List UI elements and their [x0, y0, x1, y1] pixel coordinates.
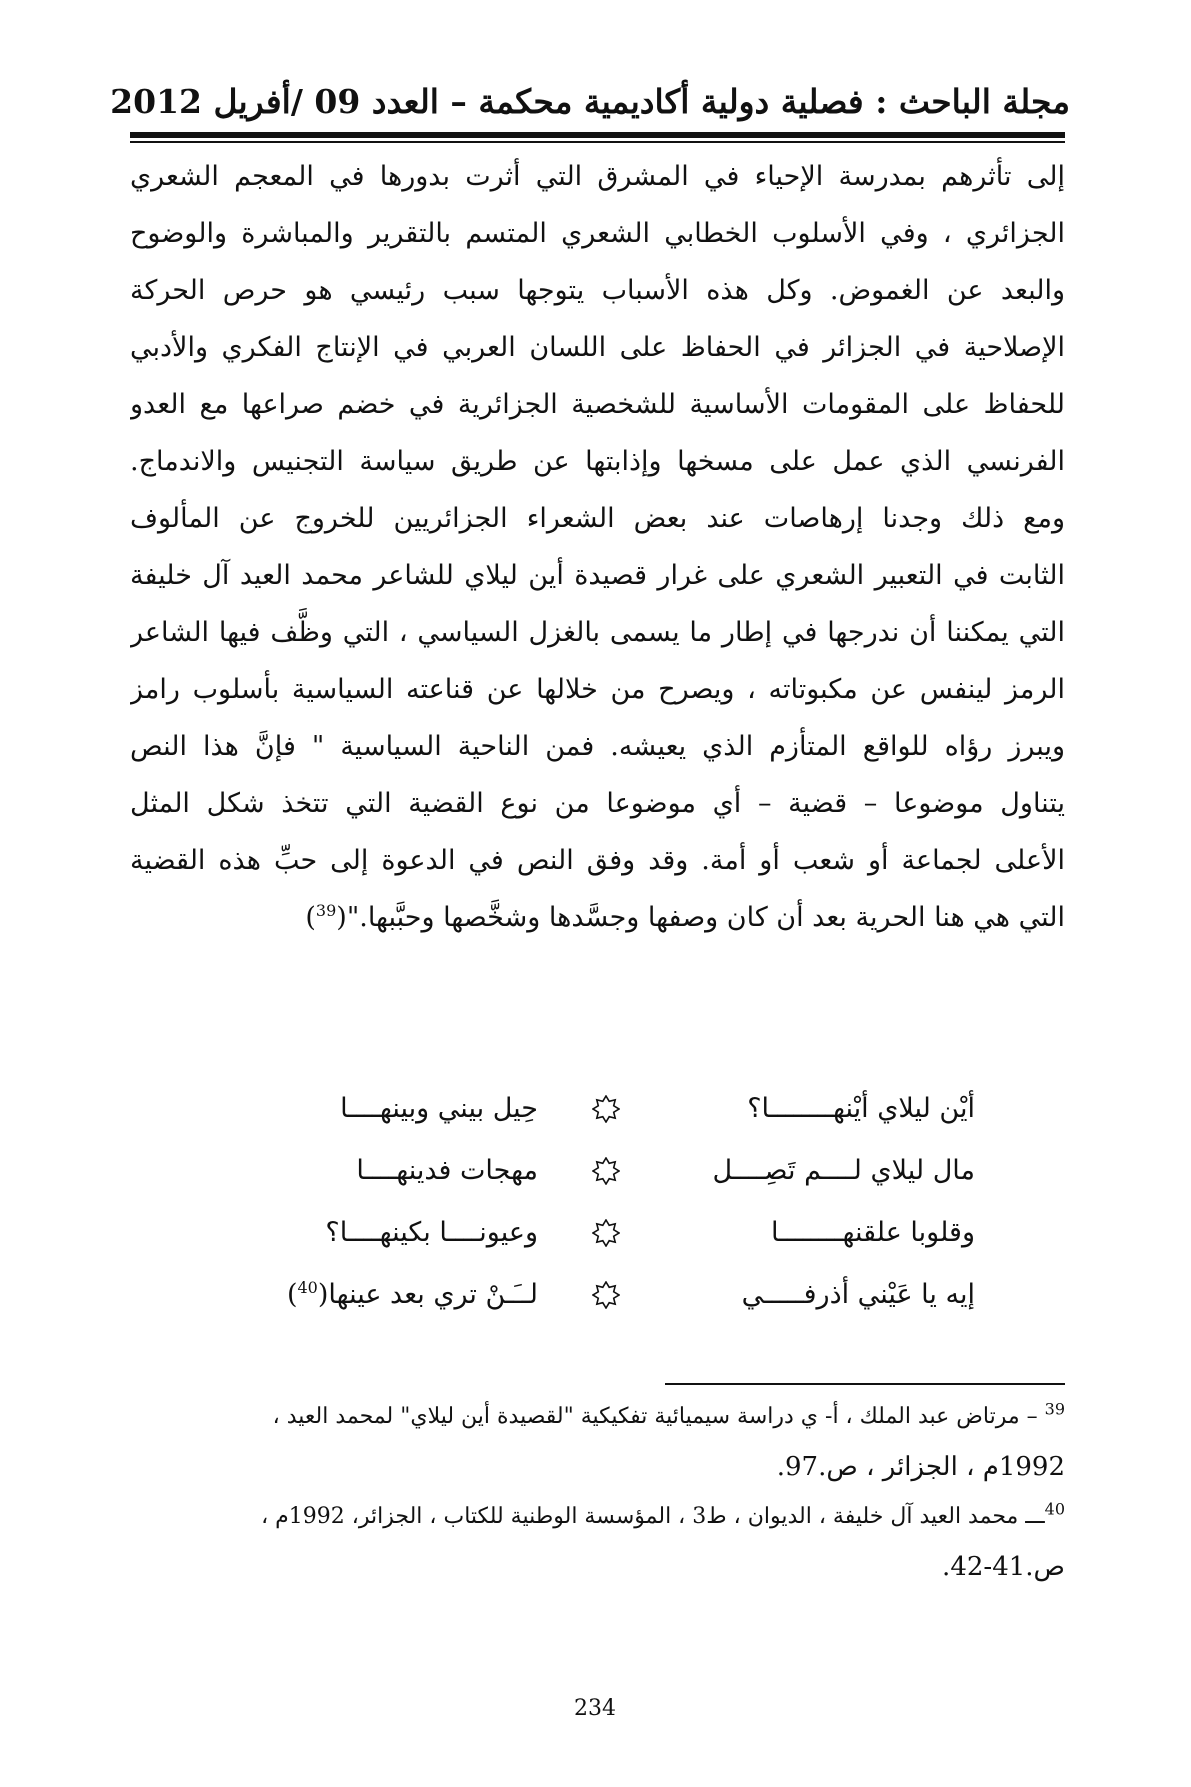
- body-text: [130, 148, 1065, 946]
- poem-verse: [130, 1202, 1065, 1264]
- body-line: الثابت في التعبير الشعري على غرار قصيدة أين ليلاي للشاعر محمد العيد آل خليفة: [130, 560, 1065, 591]
- star-separator-icon: [592, 1157, 620, 1185]
- body-line: الفرنسي الذي عمل على مسخها وإذابتها عن طريق سياسة التجنيس والاندماج.: [130, 446, 1065, 477]
- poem-hemistich-left: مهجات فدينهــــا: [356, 1155, 538, 1186]
- body-line: ويبرز رؤاه للواقع المتأزم الذي يعيشه. فمن الناحية السياسية " فإنَّ هذا النص: [130, 731, 1065, 762]
- poem-hemistich-right: مال ليلاي لــــم تَصِــــل: [712, 1155, 975, 1186]
- poem-verse: [130, 1078, 1065, 1140]
- footnote-ref-39[interactable]: 39: [315, 901, 337, 920]
- header-rule-thick: [130, 132, 1065, 138]
- poem-last-close: ): [286, 1279, 298, 1310]
- body-line: ومع ذلك وجدنا إرهاصات عند بعض الشعراء الجزائريين للخروج عن المألوف: [130, 503, 1065, 534]
- poem-hemistich-left: وعيونــــا بكينهــــا؟: [325, 1217, 538, 1248]
- poem-hemistich-left: حِيل بيني وبينهــــا: [340, 1093, 538, 1124]
- footnote-text: ـــ محمد العيد آل خليفة ، الديوان ، ط3 ، المؤسسة الوطنية للكتاب ، الجزائر، 1992م ،: [261, 1504, 1045, 1529]
- footnote-separator: [665, 1383, 1065, 1385]
- body-line: إلى تأثرهم بمدرسة الإحياء في المشرق التي أثرت بدورها في المعجم الشعري: [130, 161, 1065, 192]
- body-line: الرمز لينفس عن مكبوتاته ، ويصرح من خلالها عن قناعته السياسية بأسلوب رامز: [130, 674, 1065, 705]
- poem-verse: [130, 1264, 1065, 1326]
- star-separator-icon: [592, 1219, 620, 1247]
- body-line: الأعلى لجماعة أو شعب أو أمة. وقد وفق النص في الدعوة إلى حبِّ هذه القضية: [130, 845, 1065, 876]
- footnote-40-line1: [130, 1492, 1065, 1542]
- star-separator-icon: [592, 1095, 620, 1123]
- body-line: للحفاظ على المقومات الأساسية للشخصية الجزائرية في خضم صراعها مع العدو: [130, 389, 1065, 420]
- footnote-number: 40: [1044, 1499, 1065, 1519]
- running-header: مجلة الباحث : فصلية دولية أكاديمية محكمة – العدد 09 /أفريل 2012: [110, 82, 1070, 121]
- body-line: الإصلاحية في الجزائر في الحفاظ على اللسان العربي في الإنتاج الفكري والأدبي: [130, 332, 1065, 363]
- body-last-text: التي هي هنا الحرية بعد أن كان وصفها وجسَّدها وشخَّصها وحبَّبها."(: [336, 902, 1065, 933]
- poem-hemistich-right: إيه يا عَيْني أذرفـــــي: [741, 1279, 975, 1310]
- poem-hemistich-right: أيْن ليلاي أيْنهــــــــا؟: [747, 1093, 975, 1124]
- page-number: 234: [574, 1696, 616, 1721]
- poem-hemistich-left: [287, 1264, 538, 1326]
- star-separator-icon: [592, 1281, 620, 1309]
- body-line: والبعد عن الغموض. وكل هذه الأسباب يتوجها سبب رئيسي هو حرص الحركة: [130, 275, 1065, 306]
- footnote-39-line2: 1992م ، الجزائر ، ص.97.: [776, 1452, 1065, 1482]
- body-line: التي يمكننا أن ندرجها في إطار ما يسمى بالغزل السياسي ، التي وظَّف فيها الشاعر: [130, 617, 1065, 648]
- poem-verse: [130, 1140, 1065, 1202]
- poem-hemistich-right: وقلوبا علقنهــــــــا: [771, 1217, 975, 1248]
- footnote-39-line1: [130, 1392, 1065, 1442]
- poem: [130, 1078, 1065, 1326]
- footnote-number: 39: [1044, 1399, 1065, 1419]
- body-line-last: [130, 889, 1065, 946]
- header-rule-thin: [130, 141, 1065, 143]
- footnote-text: – مرتاض عبد الملك ، أ- ي دراسة سيميائية تفكيكية "لقصيدة أين ليلاي" لمحمد العيد ،: [272, 1404, 1045, 1429]
- poem-last-text: لــَـنْ تري بعد عينها(: [317, 1279, 538, 1310]
- footnotes: [130, 1392, 1065, 1592]
- body-last-close: ): [305, 902, 316, 933]
- footnote-40-line2: ص.41-42.: [942, 1552, 1065, 1582]
- body-line: يتناول موضوعا – قضية – أي موضوعا من نوع القضية التي تتخذ شكل المثل: [130, 788, 1065, 819]
- body-line: الجزائري ، وفي الأسلوب الخطابي الشعري المتسم بالتقرير والمباشرة والوضوح: [130, 218, 1065, 249]
- footnote-ref-40[interactable]: 40: [297, 1278, 318, 1297]
